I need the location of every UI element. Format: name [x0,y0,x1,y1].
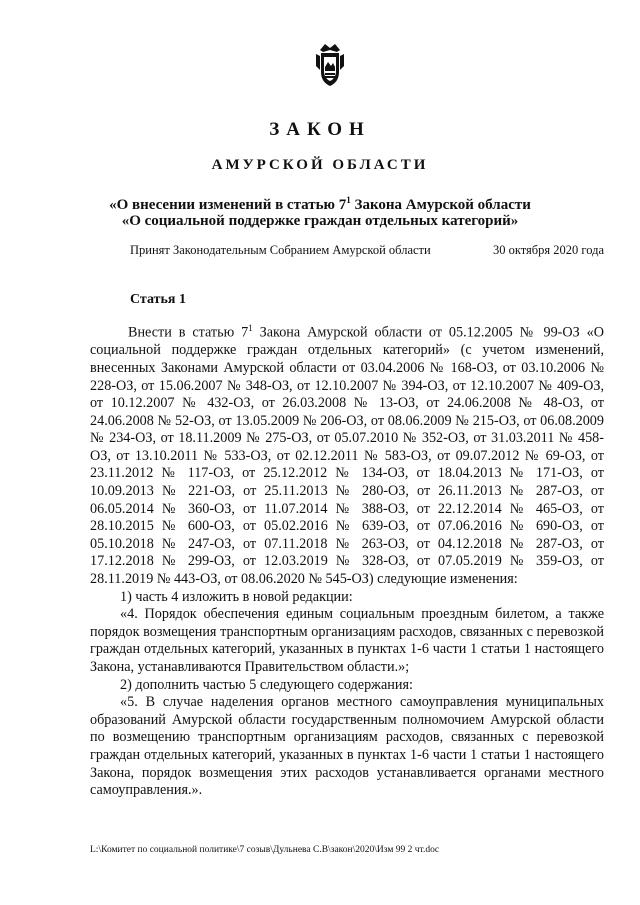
region-title: АМУРСКОЙ ОБЛАСТИ [211,157,429,173]
file-path-footer: L:\Комитет по социальной политике\7 созыв\Дульнева С.В\закон\2020\Изм 99 2 чт.doc [90,845,440,855]
adoption-line [130,243,604,258]
quote-part-4: «4. Порядок обеспечения единым социальным проездным билетом, а также порядок возмещения транспортным организациям расходов, связанных с перевозкой граждан отдельных категорий, указанных в пунктах 1-6 части 1 статьи 1 настоящего Закона, устанавливаются Правительством области.»; [90,606,604,676]
item-1: 1) часть 4 изложить в новой редакции: [120,588,353,605]
quote-part-5: «5. В случае наделения органов местного самоуправления муниципальных образований Амурской области государственным полномочием Амурской области по возмещению транспортным организациям расходов, связанных с перевозкой граждан отдельных категорий, указанных в пунктах 1-6 части 1 статьи 1 настоящего Закона, порядок возмещения этих расходов устанавливается органами местного самоуправления.». [90,694,604,799]
subject-line-2: «О социальной поддержке граждан отдельных категорий» [121,213,519,229]
article-body [90,320,604,800]
law-title: ЗАКОН [269,119,371,140]
law-subject [0,192,640,229]
adopted-date: 30 октября 2020 года [492,243,604,257]
article-heading: Статья 1 [130,292,186,307]
intro-superscript: 1 [248,323,253,333]
article-paragraph-intro: Внести в статью $7^1$ Закона Амурской области от 05.12.2005 № 99-ОЗ «О социальной поддержке граждан отдельных категорий» (с учетом изменений, внесенных Законами Амурской области от 03.04.2006 № 168-ОЗ, от 03.10.2006 № 228-ОЗ, от 15.06.2007 № 348-ОЗ, от 12.10.2007 № 394-ОЗ, от 12.10.2007 № 409-ОЗ, от 10.12.2007 № 432-ОЗ, от 26.03.2008 № 13-ОЗ, от 24.06.2008 № 48-ОЗ, от 24.06.2008 № 52-ОЗ, от 13.05.2009 № 206-ОЗ, от 08.06.2009 № 215-ОЗ, от 06.08.2009 № 234-ОЗ, от 18.11.2009 № 275-ОЗ, от 05.07.2010 № 352-ОЗ, от 31.03.2011 № 458-ОЗ, от 13.10.2011 № 533-ОЗ, от 02.12.2011 № 583-ОЗ, от 09.07.2012 № 69-ОЗ, от 23.11.2012 № 117-ОЗ, от 25.12.2012 № 134-ОЗ, от 18.04.2013 № 171-ОЗ, от 10.09.2013 № 221-ОЗ, от 25.11.2013 № 280-ОЗ, от 26.11.2013 № 287-ОЗ, от 06.05.2014 № 360-ОЗ, от 11.07.2014 № 388-ОЗ, от 22.12.2014 № 465-ОЗ, от 28.10.2015 № 600-ОЗ, от 05.02.2016 № 639-ОЗ, от 07.06.2016 № 690-ОЗ, от 05.10.2018 № 247-ОЗ, от 07.11.2018 № 263-ОЗ, от 04.12.2018 № 287-ОЗ, от 17.12.2018 № 299-ОЗ, от 12.03.2019 № 328-ОЗ, от 07.05.2019 № 359-ОЗ, от 28.11.2019 № 443-ОЗ, от 08.06.2020 № 545-ОЗ) следующие изменения: [90,323,604,588]
subject-superscript: 1 [346,195,351,205]
subject-line-1: «О внесении изменений в статью $7^1$ Закона Амурской области [109,195,531,213]
coat-of-arms-icon [312,40,348,88]
item-2: 2) дополнить частью 5 следующего содержания: [120,676,413,693]
adopted-by: Принят Законодательным Собранием Амурской области [130,243,431,257]
